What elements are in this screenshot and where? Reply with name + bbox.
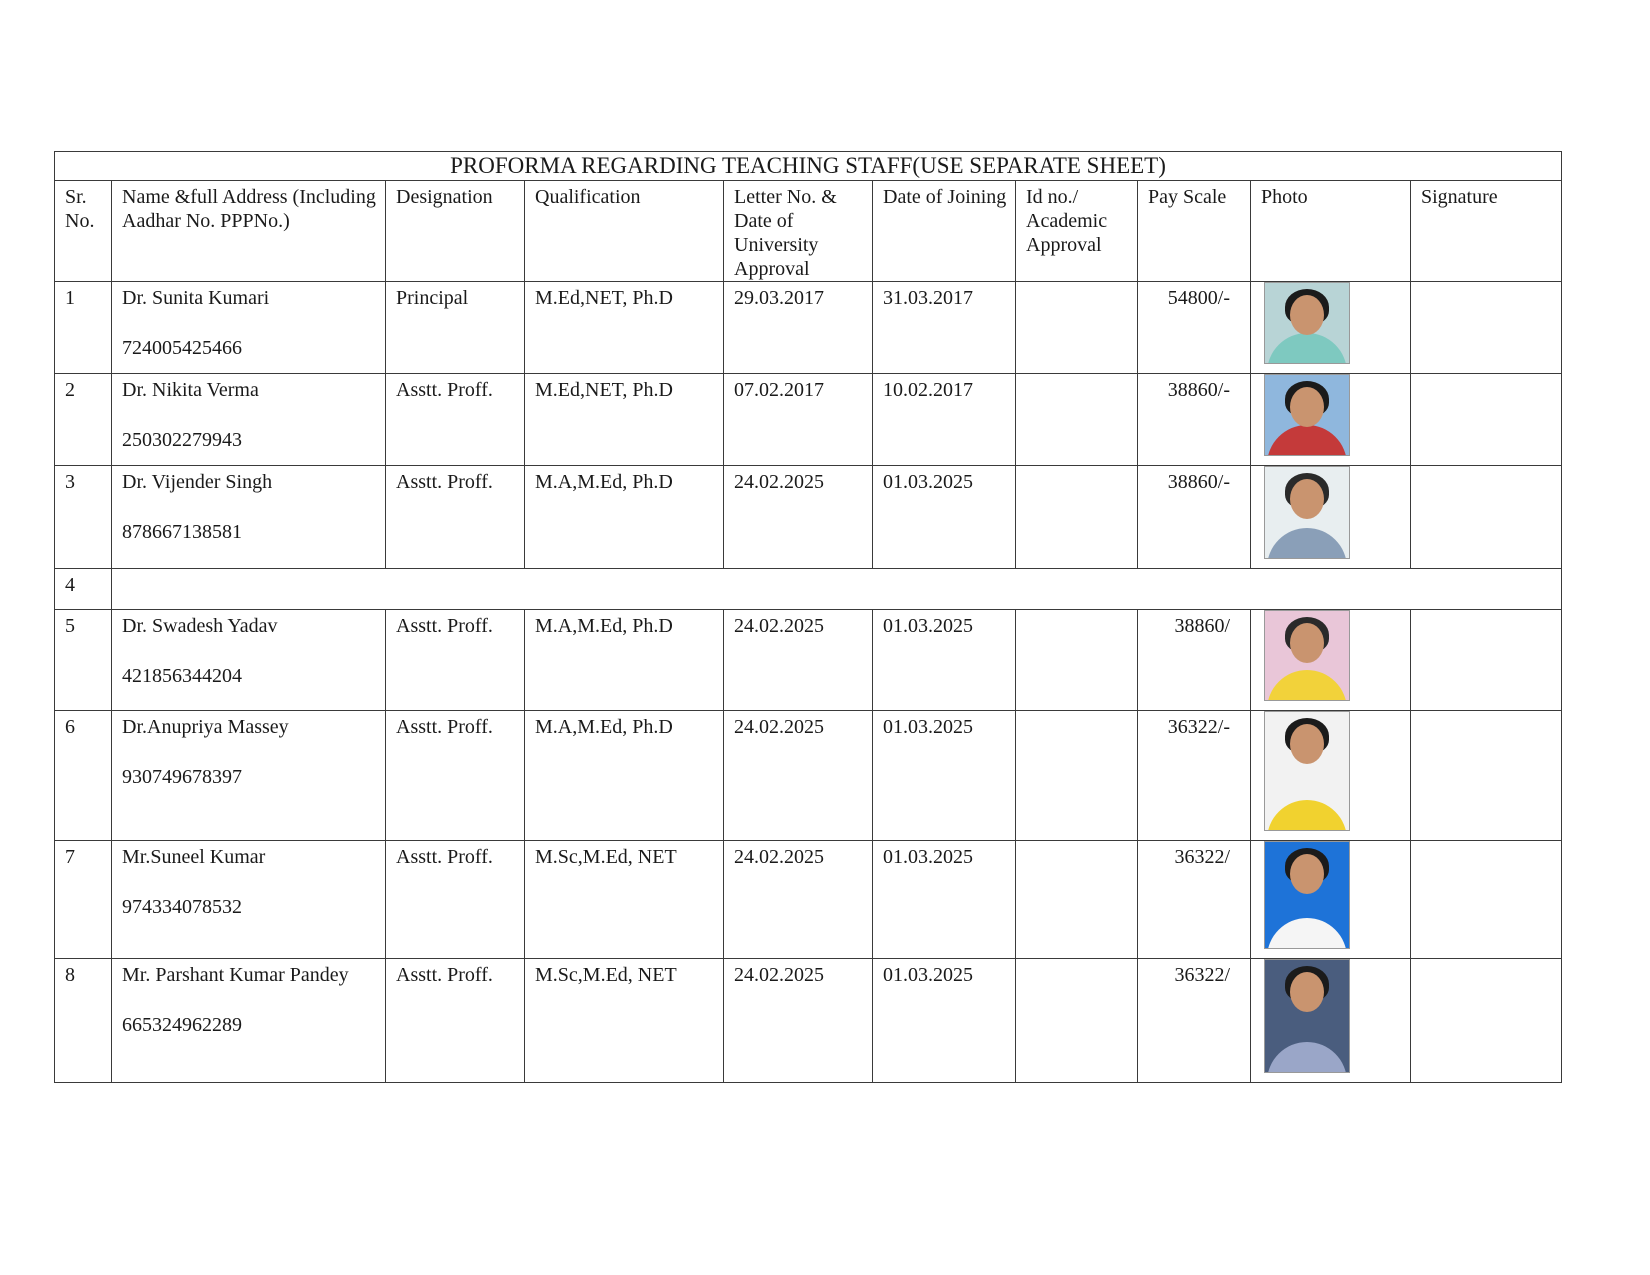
designation-cell: Asstt. Proff. <box>386 466 525 569</box>
photo-cell <box>1251 466 1411 569</box>
qualification-cell: M.Sc,M.Ed, NET <box>525 841 724 959</box>
letter-date-cell: 24.02.2025 <box>724 466 873 569</box>
id-no-cell <box>1016 466 1138 569</box>
pay-scale-cell: 36322/- <box>1138 711 1251 841</box>
header-qualification: Qualification <box>525 181 724 282</box>
header-row <box>55 181 1562 282</box>
name-cell <box>112 466 386 569</box>
header-signature: Signature <box>1411 181 1562 282</box>
table-row <box>55 569 1562 610</box>
sr-no: 5 <box>55 610 112 711</box>
designation-cell: Principal <box>386 282 525 374</box>
staff-name: Dr. Sunita Kumari <box>122 287 270 309</box>
photo-cell <box>1251 959 1411 1083</box>
joining-date-cell: 10.02.2017 <box>873 374 1016 466</box>
table-row <box>55 282 1562 374</box>
staff-rows <box>55 282 1562 1083</box>
staff-photo <box>1264 466 1350 559</box>
name-cell <box>112 610 386 711</box>
joining-date-cell: 01.03.2025 <box>873 841 1016 959</box>
staff-name: Mr. Parshant Kumar Pandey <box>122 964 349 986</box>
photo-cell <box>1251 374 1411 466</box>
sr-no: 1 <box>55 282 112 374</box>
photo-cell <box>1251 610 1411 711</box>
name-cell <box>112 959 386 1083</box>
id-no-cell <box>1016 374 1138 466</box>
name-cell <box>112 711 386 841</box>
signature-cell <box>1411 466 1562 569</box>
table-row <box>55 374 1562 466</box>
aadhar-number: 250302279943 <box>122 429 242 451</box>
header-letter: Letter No. & Date of University Approval <box>724 181 873 282</box>
staff-photo <box>1264 959 1350 1073</box>
table-row <box>55 466 1562 569</box>
sr-no: 3 <box>55 466 112 569</box>
photo-cell <box>1251 282 1411 374</box>
letter-date-cell: 24.02.2025 <box>724 841 873 959</box>
staff-photo <box>1264 282 1350 364</box>
joining-date-cell: 01.03.2025 <box>873 711 1016 841</box>
id-no-cell <box>1016 959 1138 1083</box>
designation-cell: Asstt. Proff. <box>386 610 525 711</box>
joining-date-cell: 01.03.2025 <box>873 466 1016 569</box>
name-cell <box>112 841 386 959</box>
aadhar-number: 930749678397 <box>122 766 242 788</box>
letter-date-cell: 07.02.2017 <box>724 374 873 466</box>
staff-photo <box>1264 374 1350 456</box>
aadhar-number: 421856344204 <box>122 665 242 687</box>
header-joining: Date of Joining <box>873 181 1016 282</box>
signature-cell <box>1411 282 1562 374</box>
table-row <box>55 841 1562 959</box>
header-sr: Sr. No. <box>55 181 112 282</box>
pay-scale-cell: 36322/ <box>1138 959 1251 1083</box>
id-no-cell <box>1016 282 1138 374</box>
staff-name: Mr.Suneel Kumar <box>122 846 266 868</box>
qualification-cell: M.Sc,M.Ed, NET <box>525 959 724 1083</box>
aadhar-number: 878667138581 <box>122 521 242 543</box>
letter-date-cell: 24.02.2025 <box>724 711 873 841</box>
pay-scale-cell: 36322/ <box>1138 841 1251 959</box>
table-row <box>55 959 1562 1083</box>
staff-name: Dr. Vijender Singh <box>122 471 273 493</box>
aadhar-number: 724005425466 <box>122 337 242 359</box>
header-pay: Pay Scale <box>1138 181 1251 282</box>
joining-date-cell: 01.03.2025 <box>873 959 1016 1083</box>
designation-cell: Asstt. Proff. <box>386 841 525 959</box>
qualification-cell: M.A,M.Ed, Ph.D <box>525 466 724 569</box>
aadhar-number: 665324962289 <box>122 1014 242 1036</box>
staff-name: Dr.Anupriya Massey <box>122 716 289 738</box>
id-no-cell <box>1016 610 1138 711</box>
designation-cell: Asstt. Proff. <box>386 711 525 841</box>
photo-cell <box>1251 711 1411 841</box>
designation-cell: Asstt. Proff. <box>386 374 525 466</box>
letter-date-cell: 24.02.2025 <box>724 610 873 711</box>
staff-name: Dr. Nikita Verma <box>122 379 259 401</box>
table-row <box>55 711 1562 841</box>
qualification-cell: M.Ed,NET, Ph.D <box>525 374 724 466</box>
qualification-cell: M.A,M.Ed, Ph.D <box>525 610 724 711</box>
pay-scale-cell: 38860/ <box>1138 610 1251 711</box>
pay-scale-cell: 54800/- <box>1138 282 1251 374</box>
sr-no: 4 <box>55 569 112 610</box>
staff-name: Dr. Swadesh Yadav <box>122 615 278 637</box>
designation-cell: Asstt. Proff. <box>386 959 525 1083</box>
name-cell <box>112 282 386 374</box>
signature-cell <box>1411 374 1562 466</box>
letter-date-cell: 29.03.2017 <box>724 282 873 374</box>
joining-date-cell: 01.03.2025 <box>873 610 1016 711</box>
id-no-cell <box>1016 841 1138 959</box>
pay-scale-cell: 38860/- <box>1138 374 1251 466</box>
signature-cell <box>1411 959 1562 1083</box>
staff-photo <box>1264 711 1350 831</box>
header-photo: Photo <box>1251 181 1411 282</box>
signature-cell <box>1411 841 1562 959</box>
header-name: Name &full Address (Including Aadhar No. PPPNo.) <box>112 181 386 282</box>
qualification-cell: M.Ed,NET, Ph.D <box>525 282 724 374</box>
sr-no: 8 <box>55 959 112 1083</box>
header-designation: Designation <box>386 181 525 282</box>
id-no-cell <box>1016 711 1138 841</box>
aadhar-number: 974334078532 <box>122 896 242 918</box>
staff-photo <box>1264 841 1350 949</box>
teaching-staff-table <box>54 151 1562 1083</box>
sr-no: 7 <box>55 841 112 959</box>
sr-no: 2 <box>55 374 112 466</box>
joining-date-cell: 31.03.2017 <box>873 282 1016 374</box>
empty-row-cell <box>112 569 1562 610</box>
name-cell <box>112 374 386 466</box>
qualification-cell: M.A,M.Ed, Ph.D <box>525 711 724 841</box>
table-row <box>55 610 1562 711</box>
photo-cell <box>1251 841 1411 959</box>
letter-date-cell: 24.02.2025 <box>724 959 873 1083</box>
header-id: Id no./ Academic Approval <box>1016 181 1138 282</box>
staff-photo <box>1264 610 1350 701</box>
sr-no: 6 <box>55 711 112 841</box>
pay-scale-cell: 38860/- <box>1138 466 1251 569</box>
signature-cell <box>1411 711 1562 841</box>
table-title: PROFORMA REGARDING TEACHING STAFF(USE SEPARATE SHEET) <box>55 152 1562 181</box>
signature-cell <box>1411 610 1562 711</box>
